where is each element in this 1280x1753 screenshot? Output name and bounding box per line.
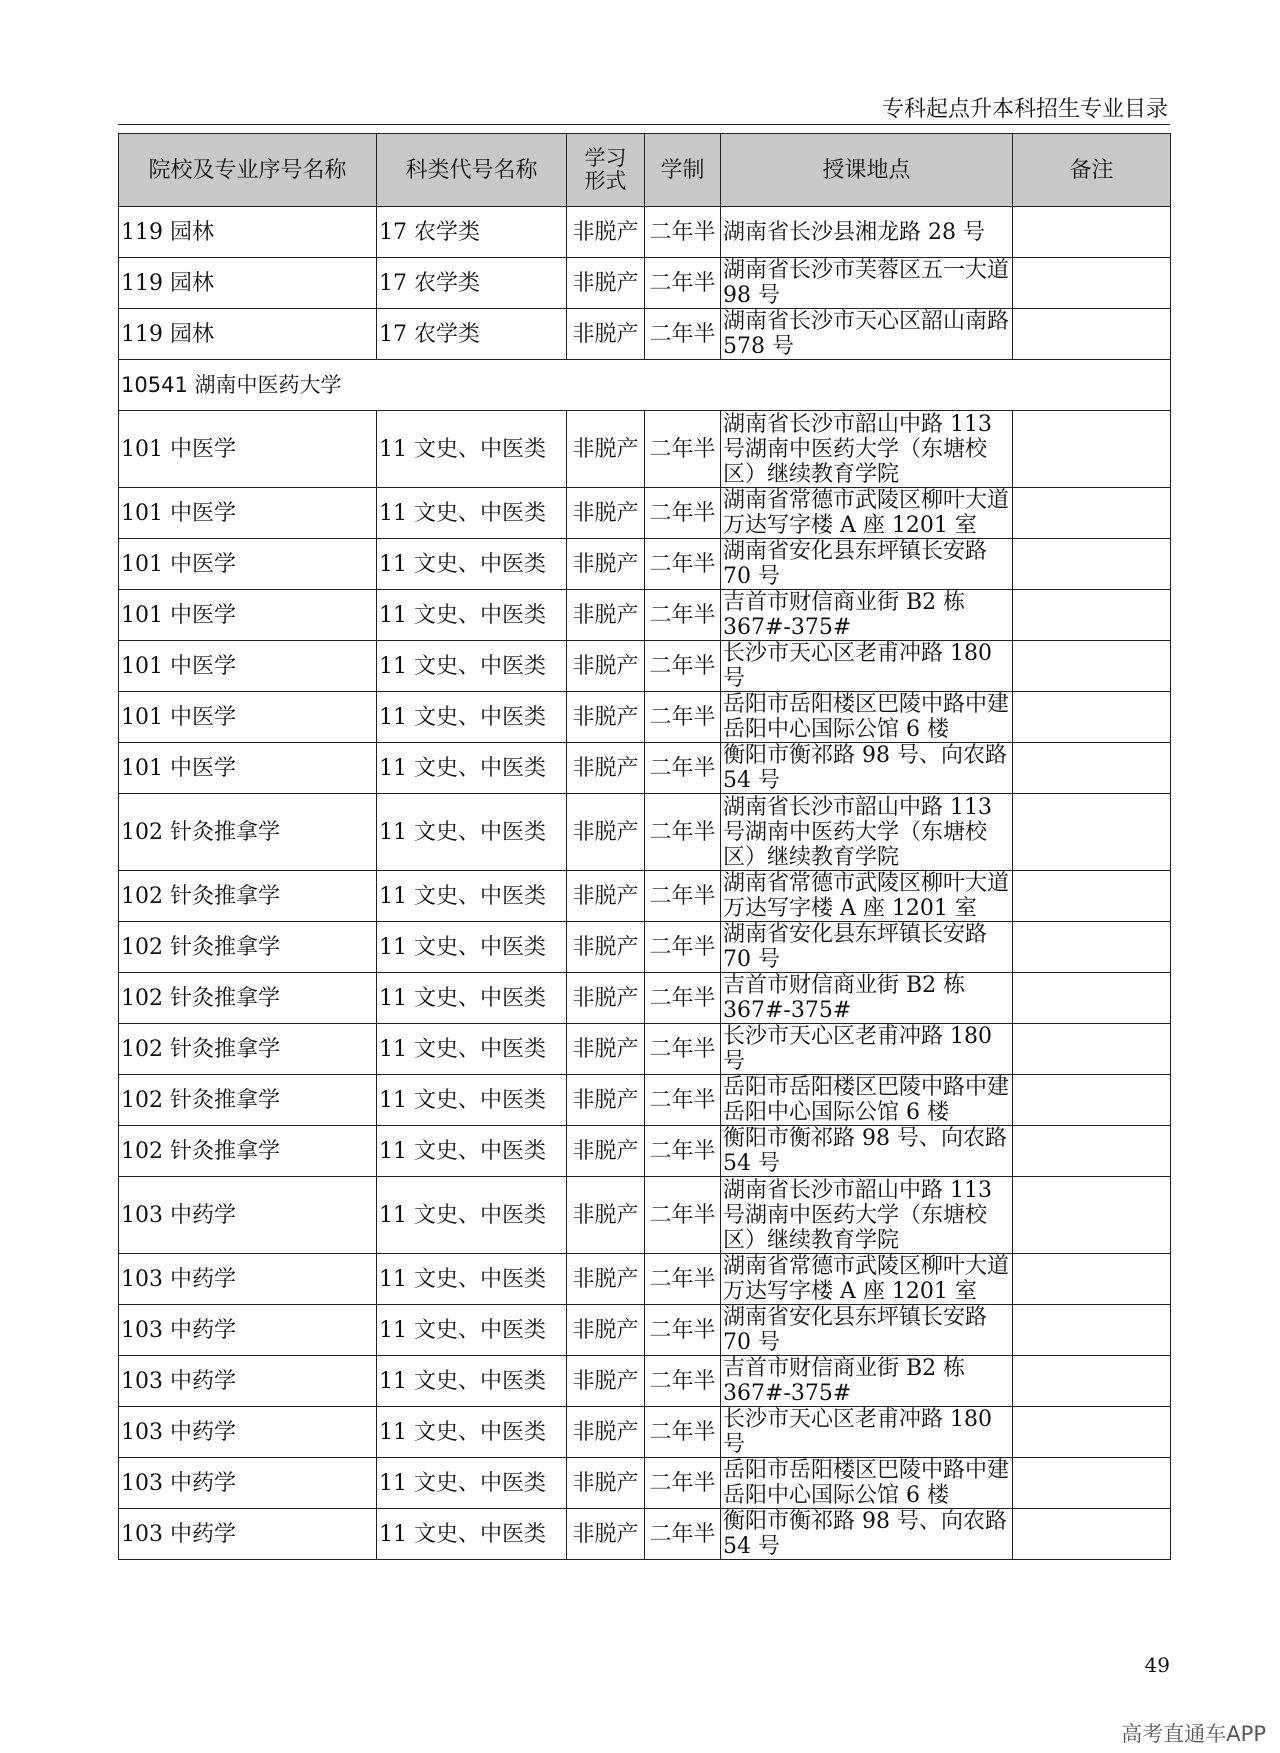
- category-cell: 11 文史、中医类: [377, 1356, 567, 1407]
- duration-cell: 二年半: [645, 743, 721, 794]
- major-cell: 102 针灸推拿学: [119, 1075, 377, 1126]
- table-row: [119, 1407, 1171, 1458]
- table-row: [119, 1075, 1171, 1126]
- major-cell: 102 针灸推拿学: [119, 1126, 377, 1177]
- major-cell: 103 中药学: [119, 1509, 377, 1560]
- duration-cell: 二年半: [645, 207, 721, 258]
- note-cell: [1013, 794, 1171, 871]
- duration-cell: 二年半: [645, 539, 721, 590]
- location-cell: 长沙市天心区老甫冲路 180 号: [721, 1407, 1013, 1458]
- duration-cell: 二年半: [645, 1509, 721, 1560]
- major-cell: 103 中药学: [119, 1177, 377, 1254]
- learning-form-cell: 非脱产: [567, 1177, 645, 1254]
- duration-cell: 二年半: [645, 1407, 721, 1458]
- learning-form-cell: 非脱产: [567, 258, 645, 309]
- location-cell: 湖南省长沙市韶山中路 113 号湖南中医药大学（东塘校区）继续教育学院: [721, 794, 1013, 871]
- location-cell: 衡阳市衡祁路 98 号、向农路 54 号: [721, 1509, 1013, 1560]
- note-cell: [1013, 1024, 1171, 1075]
- table-header-row: [119, 134, 1171, 207]
- duration-cell: 二年半: [645, 1305, 721, 1356]
- category-cell: 11 文史、中医类: [377, 1458, 567, 1509]
- note-cell: [1013, 309, 1171, 360]
- table-row: [119, 1356, 1171, 1407]
- location-cell: 岳阳市岳阳楼区巴陵中路中建岳阳中心国际公馆 6 楼: [721, 1458, 1013, 1509]
- category-cell: 11 文史、中医类: [377, 1305, 567, 1356]
- location-cell: 岳阳市岳阳楼区巴陵中路中建岳阳中心国际公馆 6 楼: [721, 692, 1013, 743]
- col-header-duration: 学制: [645, 134, 721, 207]
- learning-form-cell: 非脱产: [567, 1075, 645, 1126]
- location-cell: 湖南省长沙市天心区韶山南路 578 号: [721, 309, 1013, 360]
- table-row: [119, 1024, 1171, 1075]
- learning-form-cell: 非脱产: [567, 1407, 645, 1458]
- location-cell: 湖南省常德市武陵区柳叶大道万达写字楼 A 座 1201 室: [721, 871, 1013, 922]
- note-cell: [1013, 641, 1171, 692]
- learning-form-cell: 非脱产: [567, 1254, 645, 1305]
- school-row: [119, 360, 1171, 411]
- note-cell: [1013, 973, 1171, 1024]
- duration-cell: 二年半: [645, 309, 721, 360]
- category-cell: 11 文史、中医类: [377, 1177, 567, 1254]
- note-cell: [1013, 411, 1171, 488]
- col-header-note: 备注: [1013, 134, 1171, 207]
- learning-form-cell: 非脱产: [567, 743, 645, 794]
- location-cell: 湖南省安化县东坪镇长安路 70 号: [721, 1305, 1013, 1356]
- learning-form-cell: 非脱产: [567, 488, 645, 539]
- school-name: 10541 湖南中医药大学: [119, 360, 1171, 411]
- major-cell: 101 中医学: [119, 488, 377, 539]
- table-row: [119, 871, 1171, 922]
- location-cell: 湖南省安化县东坪镇长安路 70 号: [721, 539, 1013, 590]
- table-row: [119, 1458, 1171, 1509]
- learning-form-cell: 非脱产: [567, 411, 645, 488]
- note-cell: [1013, 1126, 1171, 1177]
- duration-cell: 二年半: [645, 922, 721, 973]
- table-row: [119, 539, 1171, 590]
- table-row: [119, 641, 1171, 692]
- note-cell: [1013, 1407, 1171, 1458]
- table-row: [119, 1509, 1171, 1560]
- header-rule: [118, 124, 1170, 125]
- location-cell: 岳阳市岳阳楼区巴陵中路中建岳阳中心国际公馆 6 楼: [721, 1075, 1013, 1126]
- note-cell: [1013, 1458, 1171, 1509]
- table-row: [119, 1126, 1171, 1177]
- category-cell: 11 文史、中医类: [377, 1407, 567, 1458]
- category-cell: 11 文史、中医类: [377, 1024, 567, 1075]
- col-header-location: 授课地点: [721, 134, 1013, 207]
- duration-cell: 二年半: [645, 1458, 721, 1509]
- location-cell: 湖南省长沙县湘龙路 28 号: [721, 207, 1013, 258]
- major-catalog-table: [118, 133, 1171, 1560]
- table-row: [119, 258, 1171, 309]
- location-cell: 湖南省长沙市芙蓉区五一大道 98 号: [721, 258, 1013, 309]
- category-cell: 11 文史、中医类: [377, 794, 567, 871]
- learning-form-cell: 非脱产: [567, 692, 645, 743]
- category-cell: 11 文史、中医类: [377, 590, 567, 641]
- col-header-major: 院校及专业序号名称: [119, 134, 377, 207]
- duration-cell: 二年半: [645, 1254, 721, 1305]
- table-row: [119, 207, 1171, 258]
- note-cell: [1013, 692, 1171, 743]
- note-cell: [1013, 1075, 1171, 1126]
- note-cell: [1013, 1254, 1171, 1305]
- learning-form-cell: 非脱产: [567, 973, 645, 1024]
- major-cell: 102 针灸推拿学: [119, 871, 377, 922]
- table-body-school: [119, 360, 1171, 411]
- location-cell: 湖南省长沙市韶山中路 113 号湖南中医药大学（东塘校区）继续教育学院: [721, 411, 1013, 488]
- category-cell: 11 文史、中医类: [377, 1075, 567, 1126]
- col-header-category: 科类代号名称: [377, 134, 567, 207]
- category-cell: 11 文史、中医类: [377, 973, 567, 1024]
- table-row: [119, 590, 1171, 641]
- major-cell: 101 中医学: [119, 743, 377, 794]
- duration-cell: 二年半: [645, 1075, 721, 1126]
- major-cell: 101 中医学: [119, 641, 377, 692]
- learning-form-cell: 非脱产: [567, 1509, 645, 1560]
- duration-cell: 二年半: [645, 590, 721, 641]
- duration-cell: 二年半: [645, 1356, 721, 1407]
- learning-form-cell: 非脱产: [567, 1024, 645, 1075]
- location-cell: 湖南省常德市武陵区柳叶大道万达写字楼 A 座 1201 室: [721, 1254, 1013, 1305]
- major-cell: 102 针灸推拿学: [119, 973, 377, 1024]
- duration-cell: 二年半: [645, 1177, 721, 1254]
- location-cell: 吉首市财信商业街 B2 栋 367#-375#: [721, 590, 1013, 641]
- table-row: [119, 973, 1171, 1024]
- learning-form-cell: 非脱产: [567, 922, 645, 973]
- table-row: [119, 1254, 1171, 1305]
- major-cell: 103 中药学: [119, 1254, 377, 1305]
- major-cell: 119 园林: [119, 309, 377, 360]
- category-cell: 11 文史、中医类: [377, 1126, 567, 1177]
- duration-cell: 二年半: [645, 692, 721, 743]
- note-cell: [1013, 1305, 1171, 1356]
- table-body-after-school: [119, 411, 1171, 1560]
- category-cell: 17 农学类: [377, 309, 567, 360]
- table-row: [119, 743, 1171, 794]
- major-cell: 102 针灸推拿学: [119, 794, 377, 871]
- major-cell: 101 中医学: [119, 692, 377, 743]
- note-cell: [1013, 207, 1171, 258]
- note-cell: [1013, 1356, 1171, 1407]
- note-cell: [1013, 743, 1171, 794]
- note-cell: [1013, 590, 1171, 641]
- learning-form-cell: 非脱产: [567, 539, 645, 590]
- major-cell: 103 中药学: [119, 1305, 377, 1356]
- table-row: [119, 1177, 1171, 1254]
- duration-cell: 二年半: [645, 973, 721, 1024]
- note-cell: [1013, 539, 1171, 590]
- major-cell: 101 中医学: [119, 411, 377, 488]
- page-number: 49: [1144, 1653, 1170, 1677]
- location-cell: 衡阳市衡祁路 98 号、向农路 54 号: [721, 743, 1013, 794]
- table-body-before-school: [119, 207, 1171, 360]
- location-cell: 衡阳市衡祁路 98 号、向农路 54 号: [721, 1126, 1013, 1177]
- major-cell: 102 针灸推拿学: [119, 1024, 377, 1075]
- col-header-learning-form-line2: 形式: [584, 169, 627, 193]
- major-cell: 102 针灸推拿学: [119, 922, 377, 973]
- table-row: [119, 794, 1171, 871]
- location-cell: 湖南省常德市武陵区柳叶大道万达写字楼 A 座 1201 室: [721, 488, 1013, 539]
- category-cell: 17 农学类: [377, 207, 567, 258]
- major-cell: 103 中药学: [119, 1458, 377, 1509]
- duration-cell: 二年半: [645, 258, 721, 309]
- major-cell: 119 园林: [119, 207, 377, 258]
- category-cell: 11 文史、中医类: [377, 871, 567, 922]
- major-cell: 101 中医学: [119, 539, 377, 590]
- note-cell: [1013, 922, 1171, 973]
- watermark: 高考直通车APP: [1121, 1722, 1266, 1746]
- category-cell: 11 文史、中医类: [377, 411, 567, 488]
- learning-form-cell: 非脱产: [567, 1126, 645, 1177]
- category-cell: 11 文史、中医类: [377, 922, 567, 973]
- duration-cell: 二年半: [645, 488, 721, 539]
- note-cell: [1013, 1509, 1171, 1560]
- table-row: [119, 309, 1171, 360]
- col-header-learning-form: [567, 134, 645, 207]
- note-cell: [1013, 871, 1171, 922]
- major-cell: 103 中药学: [119, 1356, 377, 1407]
- location-cell: 吉首市财信商业街 B2 栋 367#-375#: [721, 973, 1013, 1024]
- table-row: [119, 1305, 1171, 1356]
- category-cell: 11 文史、中医类: [377, 1509, 567, 1560]
- duration-cell: 二年半: [645, 641, 721, 692]
- category-cell: 11 文史、中医类: [377, 641, 567, 692]
- category-cell: 11 文史、中医类: [377, 488, 567, 539]
- location-cell: 湖南省长沙市韶山中路 113 号湖南中医药大学（东塘校区）继续教育学院: [721, 1177, 1013, 1254]
- note-cell: [1013, 258, 1171, 309]
- duration-cell: 二年半: [645, 871, 721, 922]
- category-cell: 11 文史、中医类: [377, 539, 567, 590]
- table-row: [119, 411, 1171, 488]
- location-cell: 长沙市天心区老甫冲路 180 号: [721, 641, 1013, 692]
- major-cell: 101 中医学: [119, 590, 377, 641]
- category-cell: 11 文史、中医类: [377, 692, 567, 743]
- learning-form-cell: 非脱产: [567, 794, 645, 871]
- table-row: [119, 922, 1171, 973]
- learning-form-cell: 非脱产: [567, 641, 645, 692]
- learning-form-cell: 非脱产: [567, 871, 645, 922]
- table-row: [119, 692, 1171, 743]
- duration-cell: 二年半: [645, 1024, 721, 1075]
- location-cell: 长沙市天心区老甫冲路 180 号: [721, 1024, 1013, 1075]
- learning-form-cell: 非脱产: [567, 1305, 645, 1356]
- table-row: [119, 488, 1171, 539]
- learning-form-cell: 非脱产: [567, 309, 645, 360]
- duration-cell: 二年半: [645, 1126, 721, 1177]
- location-cell: 吉首市财信商业街 B2 栋 367#-375#: [721, 1356, 1013, 1407]
- duration-cell: 二年半: [645, 794, 721, 871]
- location-cell: 湖南省安化县东坪镇长安路 70 号: [721, 922, 1013, 973]
- major-cell: 119 园林: [119, 258, 377, 309]
- learning-form-cell: 非脱产: [567, 1356, 645, 1407]
- running-header: 专科起点升本科招生专业目录: [881, 97, 1168, 122]
- learning-form-cell: 非脱产: [567, 1458, 645, 1509]
- note-cell: [1013, 1177, 1171, 1254]
- category-cell: 11 文史、中医类: [377, 1254, 567, 1305]
- major-cell: 103 中药学: [119, 1407, 377, 1458]
- learning-form-cell: 非脱产: [567, 207, 645, 258]
- category-cell: 17 农学类: [377, 258, 567, 309]
- col-header-learning-form-line1: 学习: [584, 146, 627, 170]
- note-cell: [1013, 488, 1171, 539]
- learning-form-cell: 非脱产: [567, 590, 645, 641]
- duration-cell: 二年半: [645, 411, 721, 488]
- category-cell: 11 文史、中医类: [377, 743, 567, 794]
